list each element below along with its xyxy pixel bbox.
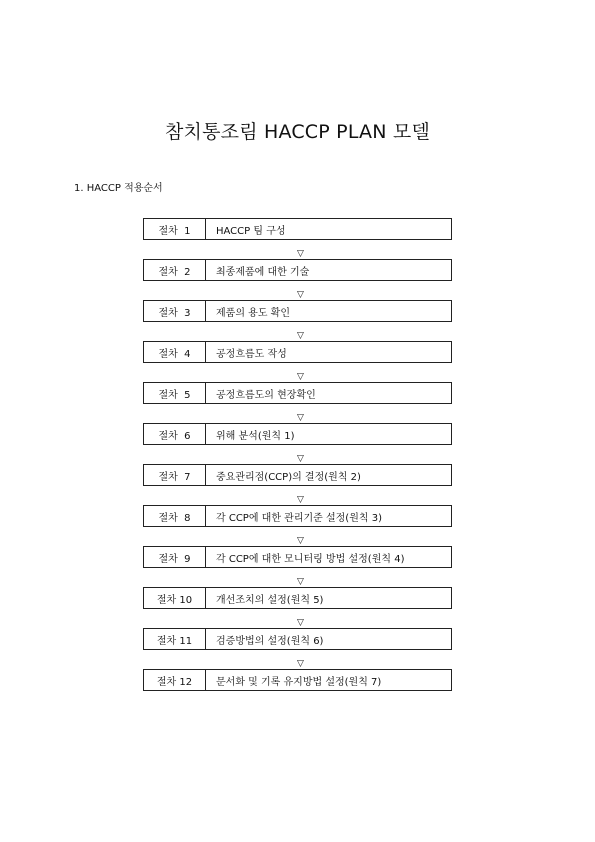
step-number: 절차 8 [144, 506, 206, 526]
down-arrow-icon: ▽ [297, 290, 304, 300]
down-arrow-icon: ▽ [297, 659, 304, 669]
down-arrow-icon: ▽ [297, 495, 304, 505]
step-number: 절차 6 [144, 424, 206, 444]
step-label: 제품의 용도 확인 [216, 307, 290, 319]
step-number: 절차 11 [144, 629, 206, 649]
flow-step [143, 382, 452, 404]
flow-step [143, 546, 452, 568]
step-number: 절차 2 [144, 260, 206, 280]
flow-step [143, 505, 452, 527]
step-number: 절차 1 [144, 219, 206, 239]
step-label: 최종제품에 대한 기술 [216, 266, 310, 278]
step-label: 문서화 및 기록 유지방법 설정(원칙 7) [216, 676, 382, 688]
down-arrow-icon: ▽ [297, 536, 304, 546]
step-label: 각 CCP에 대한 관리기준 설정(원칙 3) [216, 512, 382, 524]
flow-step [143, 300, 452, 322]
step-label: 개선조치의 설정(원칙 5) [216, 594, 324, 606]
step-label: 검증방법의 설정(원칙 6) [216, 635, 324, 647]
step-label: 위해 분석(원칙 1) [216, 430, 295, 442]
down-arrow-icon: ▽ [297, 413, 304, 423]
step-label: HACCP 팀 구성 [216, 225, 286, 237]
flow-step [143, 423, 452, 445]
down-arrow-icon: ▽ [297, 249, 304, 259]
down-arrow-icon: ▽ [297, 577, 304, 587]
down-arrow-icon: ▽ [297, 331, 304, 341]
flow-step [143, 464, 452, 486]
flow-step [143, 669, 452, 691]
down-arrow-icon: ▽ [297, 454, 304, 464]
step-number: 절차 12 [144, 670, 206, 690]
step-label: 공정흐름도의 현장확인 [216, 389, 316, 401]
step-number: 절차 7 [144, 465, 206, 485]
haccp-flowchart [143, 218, 452, 691]
step-label: 공정흐름도 작성 [216, 348, 287, 360]
step-number: 절차 9 [144, 547, 206, 567]
page-title: 참치통조림 HACCP PLAN 모델 [164, 121, 431, 143]
step-number: 절차 3 [144, 301, 206, 321]
step-label: 각 CCP에 대한 모니터링 방법 설정(원칙 4) [216, 553, 405, 565]
step-number: 절차 5 [144, 383, 206, 403]
down-arrow-icon: ▽ [297, 618, 304, 628]
flow-step [143, 587, 452, 609]
flow-step [143, 341, 452, 363]
step-number: 절차 10 [144, 588, 206, 608]
section-heading: 1. HACCP 적용순서 [74, 183, 163, 194]
step-label: 중요관리점(CCP)의 결정(원칙 2) [216, 471, 361, 483]
flow-step [143, 628, 452, 650]
flow-step [143, 218, 452, 240]
flow-step [143, 259, 452, 281]
down-arrow-icon: ▽ [297, 372, 304, 382]
step-number: 절차 4 [144, 342, 206, 362]
